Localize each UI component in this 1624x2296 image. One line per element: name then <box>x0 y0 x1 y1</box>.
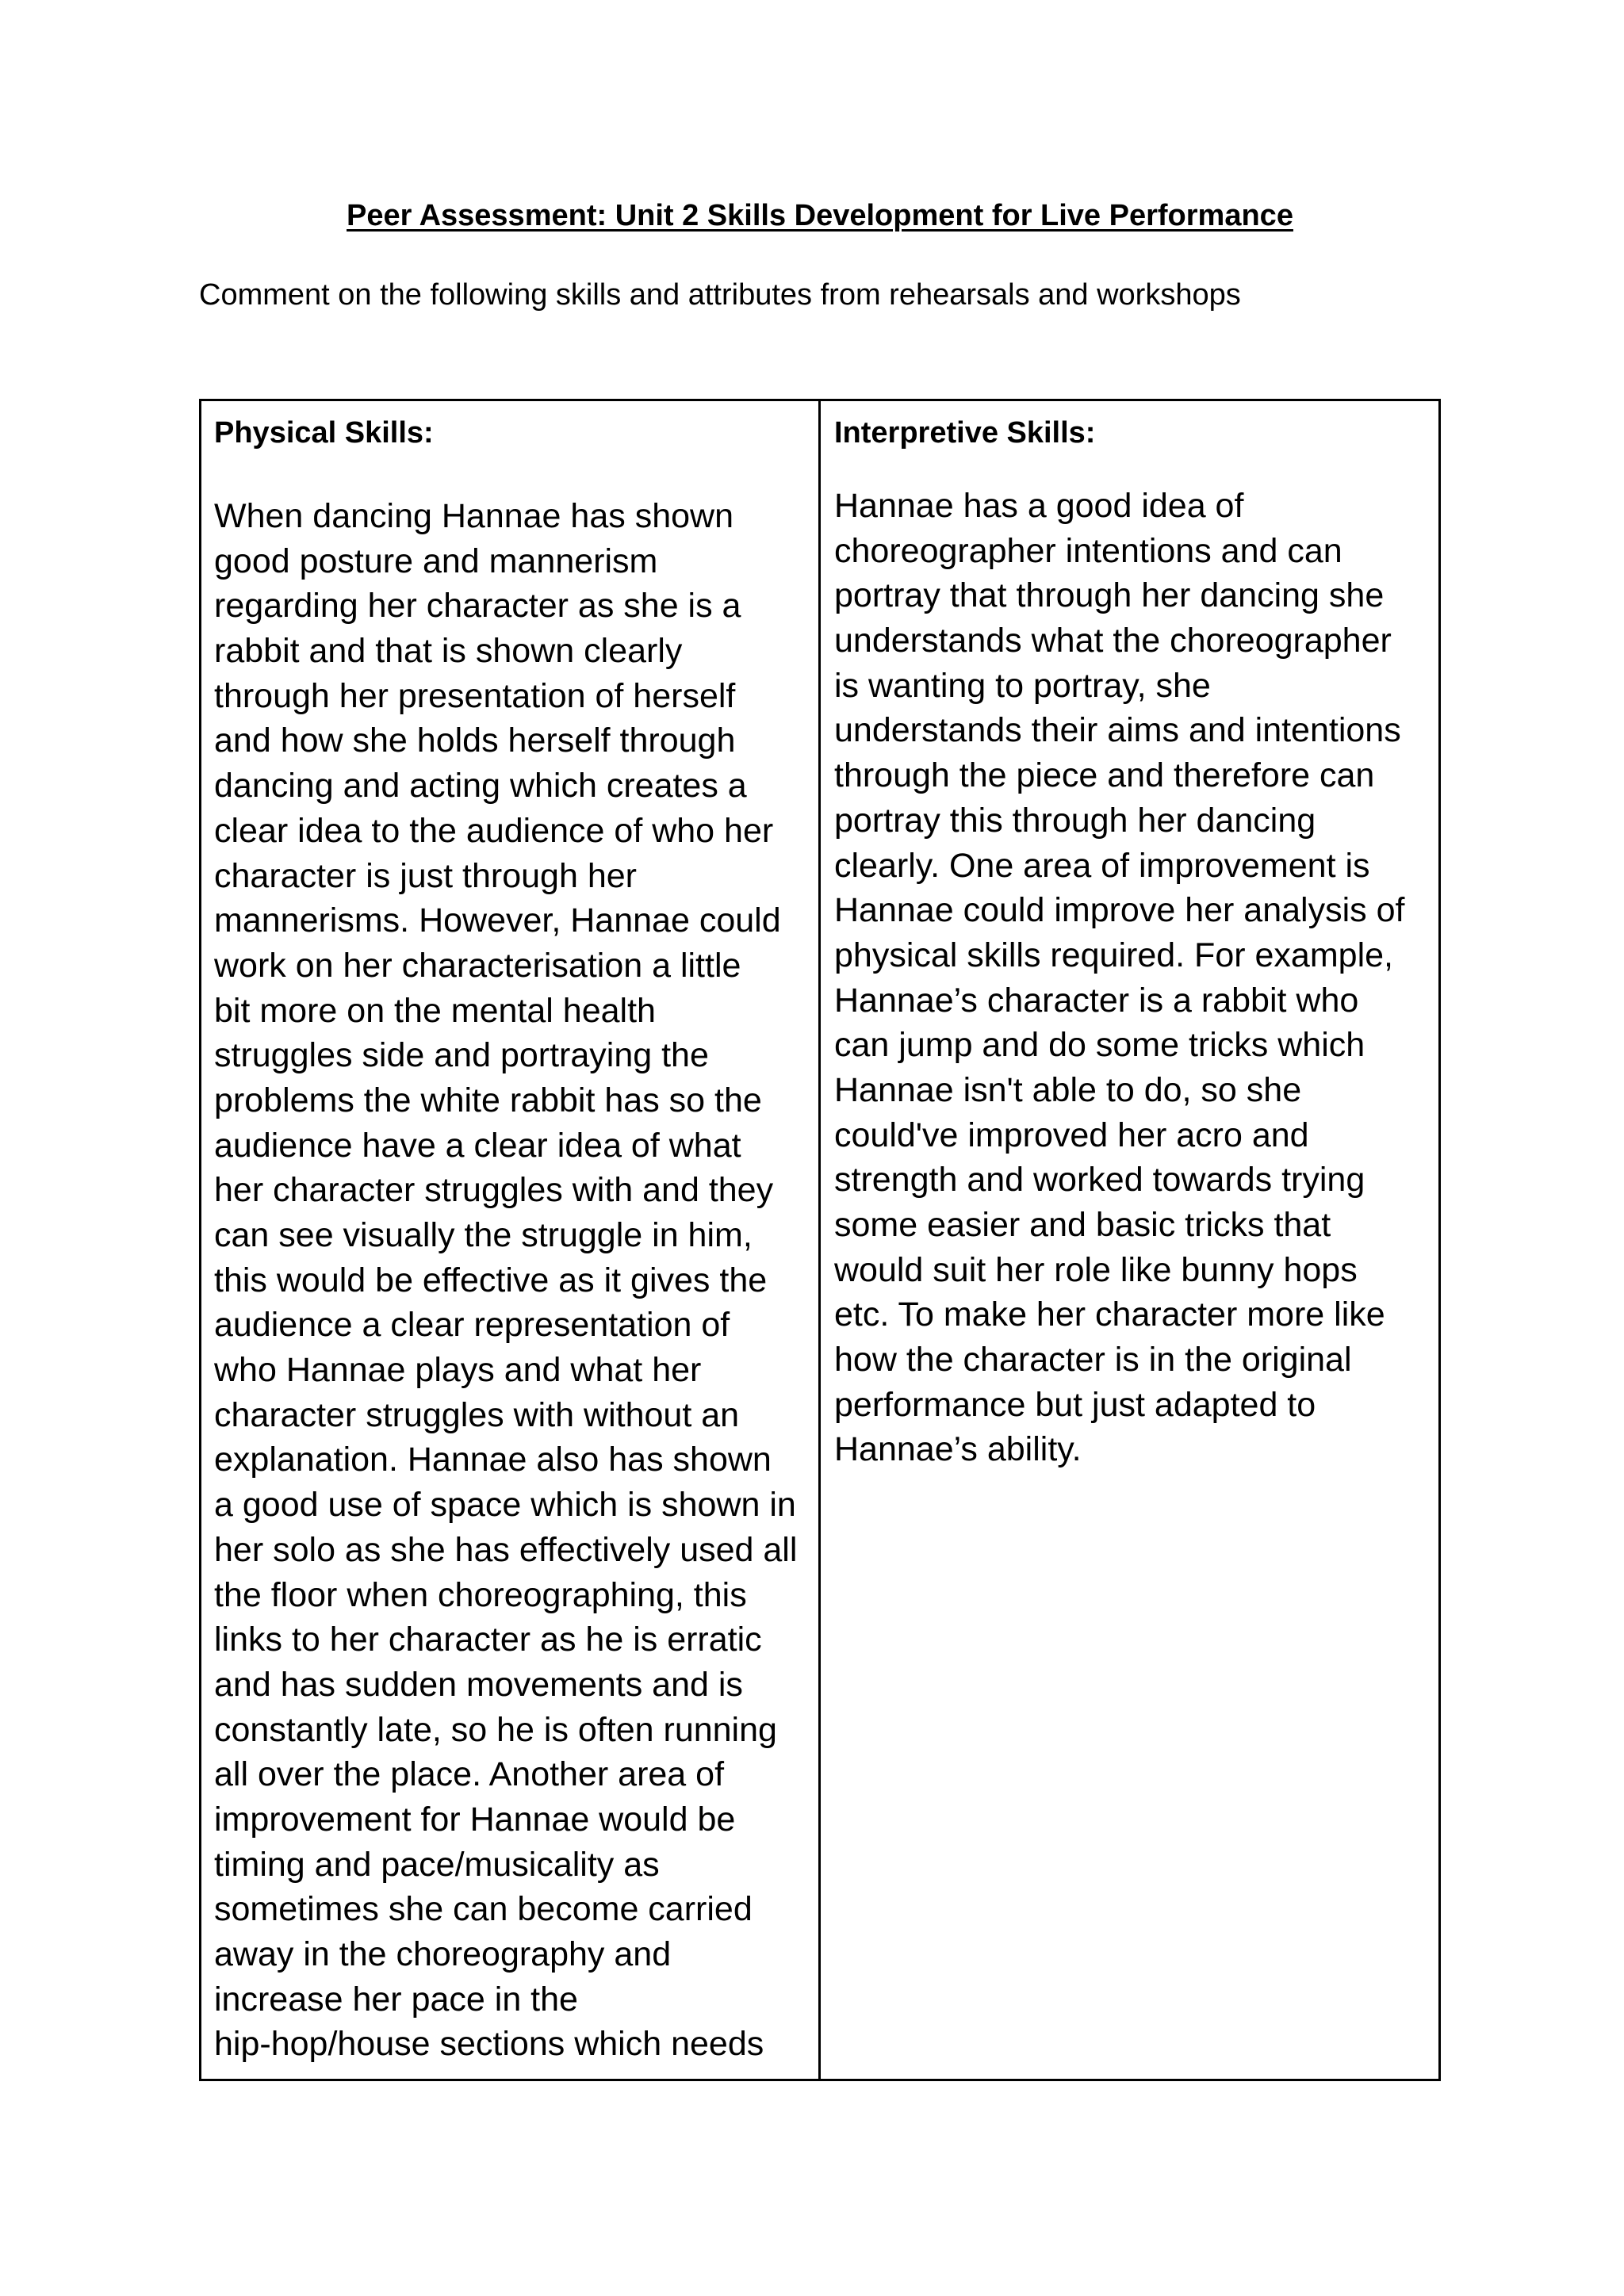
physical-skills-line: the floor when choreographing, this <box>214 1575 747 1614</box>
interpretive-skills-heading: Interpretive Skills: <box>834 416 1096 450</box>
physical-skills-line: bit more on the mental health <box>214 991 656 1030</box>
physical-skills-line: improvement for Hannae would be <box>214 1800 736 1839</box>
physical-skills-line: rabbit and that is shown clearly <box>214 632 683 671</box>
interpretive-skills-line: Hannae has a good idea of <box>834 487 1244 525</box>
physical-skills-line: regarding her character as she is a <box>214 587 741 626</box>
physical-skills-cell <box>201 401 818 2079</box>
interpretive-skills-line: through the piece and therefore can <box>834 756 1375 795</box>
interpretive-skills-line: performance but just adapted to <box>834 1385 1316 1424</box>
interpretive-skills-line: understands what the choreographer <box>834 622 1392 660</box>
interpretive-skills-line: Hannae’s character is a rabbit who <box>834 981 1359 1020</box>
physical-skills-line: audience a clear representation of <box>214 1306 730 1345</box>
physical-skills-line: constantly late, so he is often running <box>214 1710 777 1749</box>
document-instructions: Comment on the following skills and attributes from rehearsals and workshops <box>199 278 1241 312</box>
physical-skills-line: can see visually the struggle in him, <box>214 1216 753 1254</box>
interpretive-skills-line: physical skills required. For example, <box>834 936 1393 974</box>
interpretive-skills-line: Hannae could improve her analysis of <box>834 891 1405 930</box>
interpretive-skills-line: is wanting to portray, she <box>834 666 1211 705</box>
interpretive-skills-text <box>834 484 1404 1472</box>
interpretive-skills-line: etc. To make her character more like <box>834 1295 1385 1334</box>
interpretive-skills-line: Hannae’s ability. <box>834 1430 1082 1469</box>
interpretive-skills-cell <box>821 401 1438 2079</box>
interpretive-skills-line: would suit her role like bunny hops <box>834 1250 1358 1289</box>
interpretive-skills-line: how the character is in the original <box>834 1341 1352 1380</box>
document-title: Peer Assessment: Unit 2 Skills Development for Live Performance <box>347 199 1293 232</box>
physical-skills-line: a good use of space which is shown in <box>214 1486 796 1525</box>
interpretive-skills-line: choreographer intentions and can <box>834 531 1342 570</box>
physical-skills-line: increase her pace in the <box>214 1980 578 2019</box>
physical-skills-line: When dancing Hannae has shown <box>214 497 733 535</box>
physical-skills-line: audience have a clear idea of what <box>214 1126 741 1165</box>
assessment-table <box>199 399 1441 2081</box>
interpretive-skills-line: clearly. One area of improvement is <box>834 846 1370 885</box>
interpretive-skills-line: can jump and do some tricks which <box>834 1026 1365 1065</box>
physical-skills-line: timing and pace/musicality as <box>214 1845 660 1884</box>
physical-skills-line: through her presentation of herself <box>214 676 736 715</box>
physical-skills-line: her character struggles with and they <box>214 1171 774 1210</box>
physical-skills-line: character is just through her <box>214 856 637 895</box>
physical-skills-line: this would be effective as it gives the <box>214 1261 768 1299</box>
interpretive-skills-line: portray this through her dancing <box>834 801 1316 840</box>
physical-skills-text <box>214 494 797 2067</box>
interpretive-skills-line: could've improved her acro and <box>834 1115 1309 1154</box>
physical-skills-line: mannerisms. However, Hannae could <box>214 901 781 940</box>
physical-skills-line: explanation. Hannae also has shown <box>214 1441 772 1479</box>
physical-skills-line: struggles side and portraying the <box>214 1036 709 1075</box>
physical-skills-line: sometimes she can become carried <box>214 1890 753 1929</box>
physical-skills-line: good posture and mannerism <box>214 541 658 580</box>
physical-skills-line: away in the choreography and <box>214 1935 672 1973</box>
physical-skills-line: clear idea to the audience of who her <box>214 811 774 850</box>
physical-skills-line: her solo as she has effectively used all <box>214 1530 798 1569</box>
physical-skills-line: and has sudden movements and is <box>214 1665 743 1704</box>
physical-skills-line: all over the place. Another area of <box>214 1755 725 1794</box>
physical-skills-line: dancing and acting which creates a <box>214 767 747 806</box>
physical-skills-line: who Hannae plays and what her <box>214 1351 702 1390</box>
physical-skills-line: links to her character as he is erratic <box>214 1621 762 1659</box>
interpretive-skills-line: some easier and basic tricks that <box>834 1206 1331 1244</box>
interpretive-skills-line: portray that through her dancing she <box>834 576 1385 615</box>
interpretive-skills-line: strength and worked towards trying <box>834 1161 1365 1200</box>
physical-skills-line: character struggles with without an <box>214 1395 740 1434</box>
physical-skills-heading: Physical Skills: <box>214 416 434 450</box>
physical-skills-line: problems the white rabbit has so the <box>214 1081 762 1119</box>
interpretive-skills-line: understands their aims and intentions <box>834 711 1401 750</box>
interpretive-skills-line: Hannae isn't able to do, so she <box>834 1070 1302 1109</box>
physical-skills-line: work on her characterisation a little <box>214 946 741 985</box>
physical-skills-line: hip-hop/house sections which needs <box>214 2025 764 2064</box>
physical-skills-line: and how she holds herself through <box>214 721 736 760</box>
